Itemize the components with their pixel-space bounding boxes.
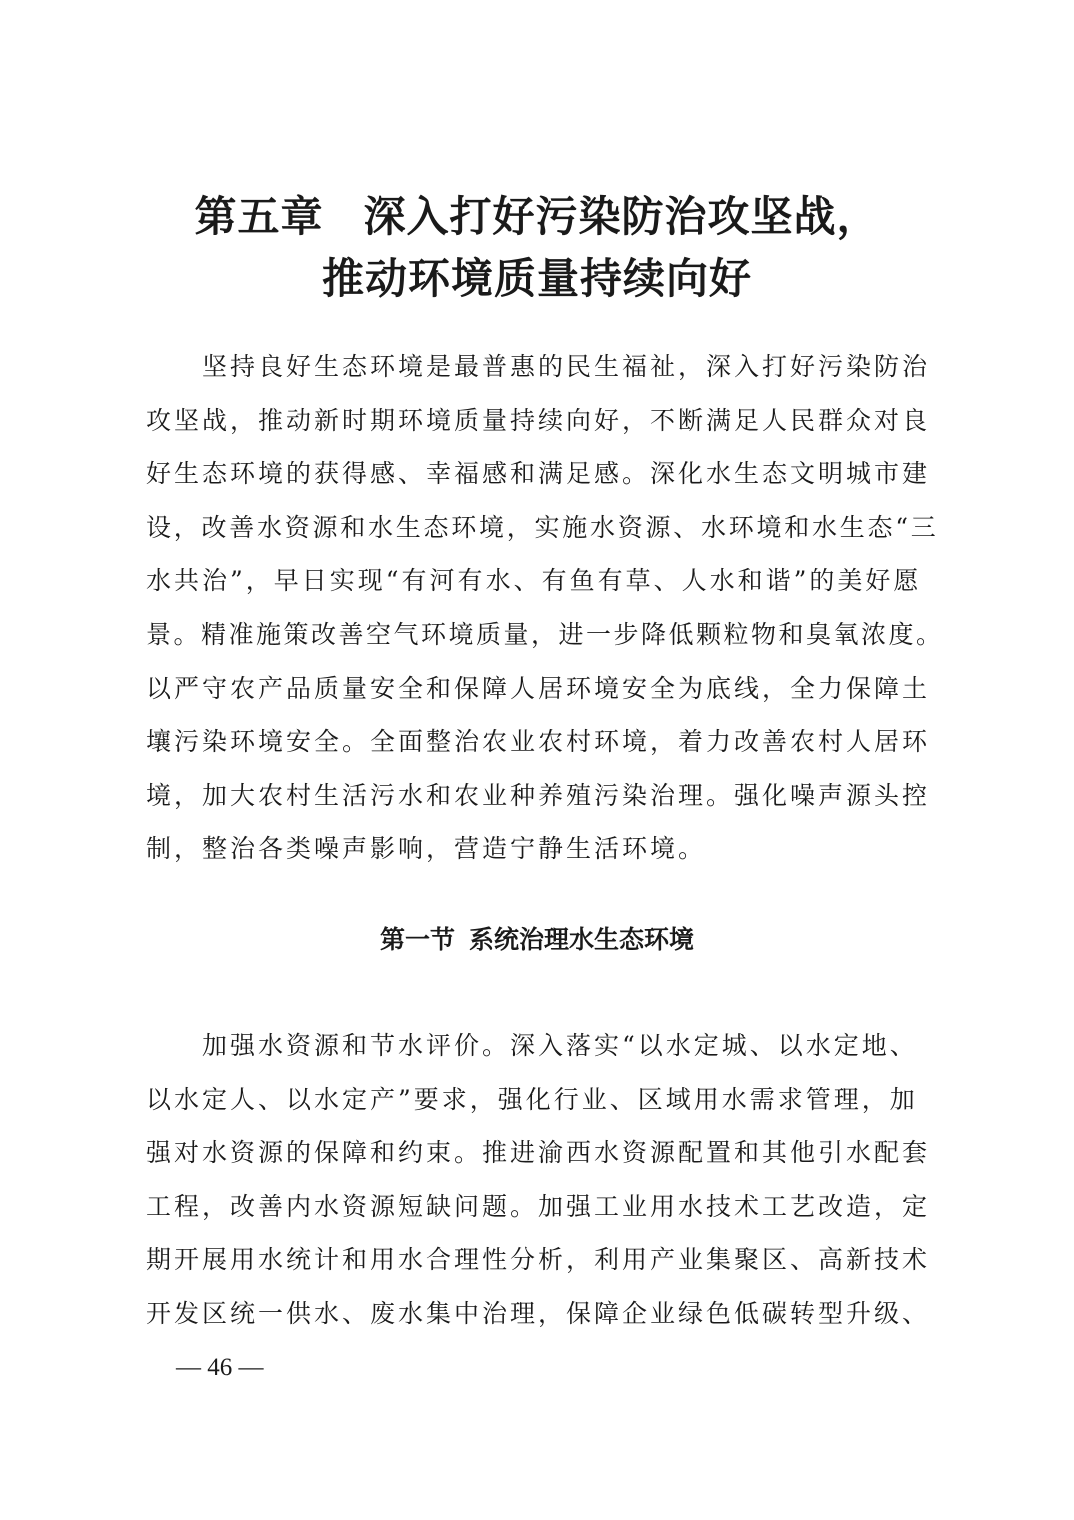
paragraph-line: 壤污染环境安全。全面整治农业农村环境，着力改善农村人居环 [146,727,931,757]
section-title-text: 系统治理水生态环境 [469,925,695,954]
section-paragraph [146,1019,944,1341]
chapter-title-line-1 [0,186,1074,248]
paragraph-line: 好生态环境的获得感、幸福感和满足感。深化水生态文明城市建 [146,459,931,489]
paragraph-line: 景。精准施策改善空气环境质量，进一步降低颗粒物和臭氧浓度。 [146,619,944,649]
paragraph-line: 制，整治各类噪声影响，营造宁静生活环境。 [146,834,707,864]
chapter-title-line-2: 推动环境质量持续向好 [321,254,752,303]
paragraph-line: 坚持良好生态环境是最普惠的民生福祉，深入打好污染防治 [202,352,931,381]
page-number: — 46 — [176,1354,264,1381]
intro-paragraph [146,340,944,876]
chapter-label: 第五章 [194,192,324,241]
paragraph-line: 设，改善水资源和水生态环境，实施水资源、水环境和水生态“三 [146,512,939,542]
paragraph-line: 期开展用水统计和用水合理性分析，利用产业集聚区、高新技术 [146,1245,931,1275]
paragraph-line: 强对水资源的保障和约束。推进渝西水资源配置和其他引水配套 [146,1138,931,1168]
chapter-title-text-1: 深入打好污染防治攻坚战， [363,192,880,241]
section-title [0,920,1074,960]
paragraph-line: 以水定人、以水定产”要求，强化行业、区域用水需求管理，加 [146,1084,918,1114]
paragraph-line: 水共治”，早日实现“有河有水、有鱼有草、人水和谐”的美好愿 [146,566,922,596]
section-label: 第一节 [379,925,455,954]
paragraph-line: 工程，改善内水资源短缺问题。加强工业用水技术工艺改造，定 [146,1191,931,1221]
paragraph-line: 加强水资源和节水评价。深入落实“以水定城、以水定地、 [202,1031,918,1060]
paragraph-line: 境，加大农村生活污水和农业种养殖污染治理。强化噪声源头控 [146,780,931,810]
paragraph-line: 攻坚战，推动新时期环境质量持续向好，不断满足人民群众对良 [146,405,931,435]
paragraph-line: 开发区统一供水、废水集中治理，保障企业绿色低碳转型升级、 [146,1298,931,1328]
chapter-title [0,186,1074,310]
paragraph-line: 以严守农产品质量安全和保障人居环境安全为底线，全力保障土 [146,673,931,703]
